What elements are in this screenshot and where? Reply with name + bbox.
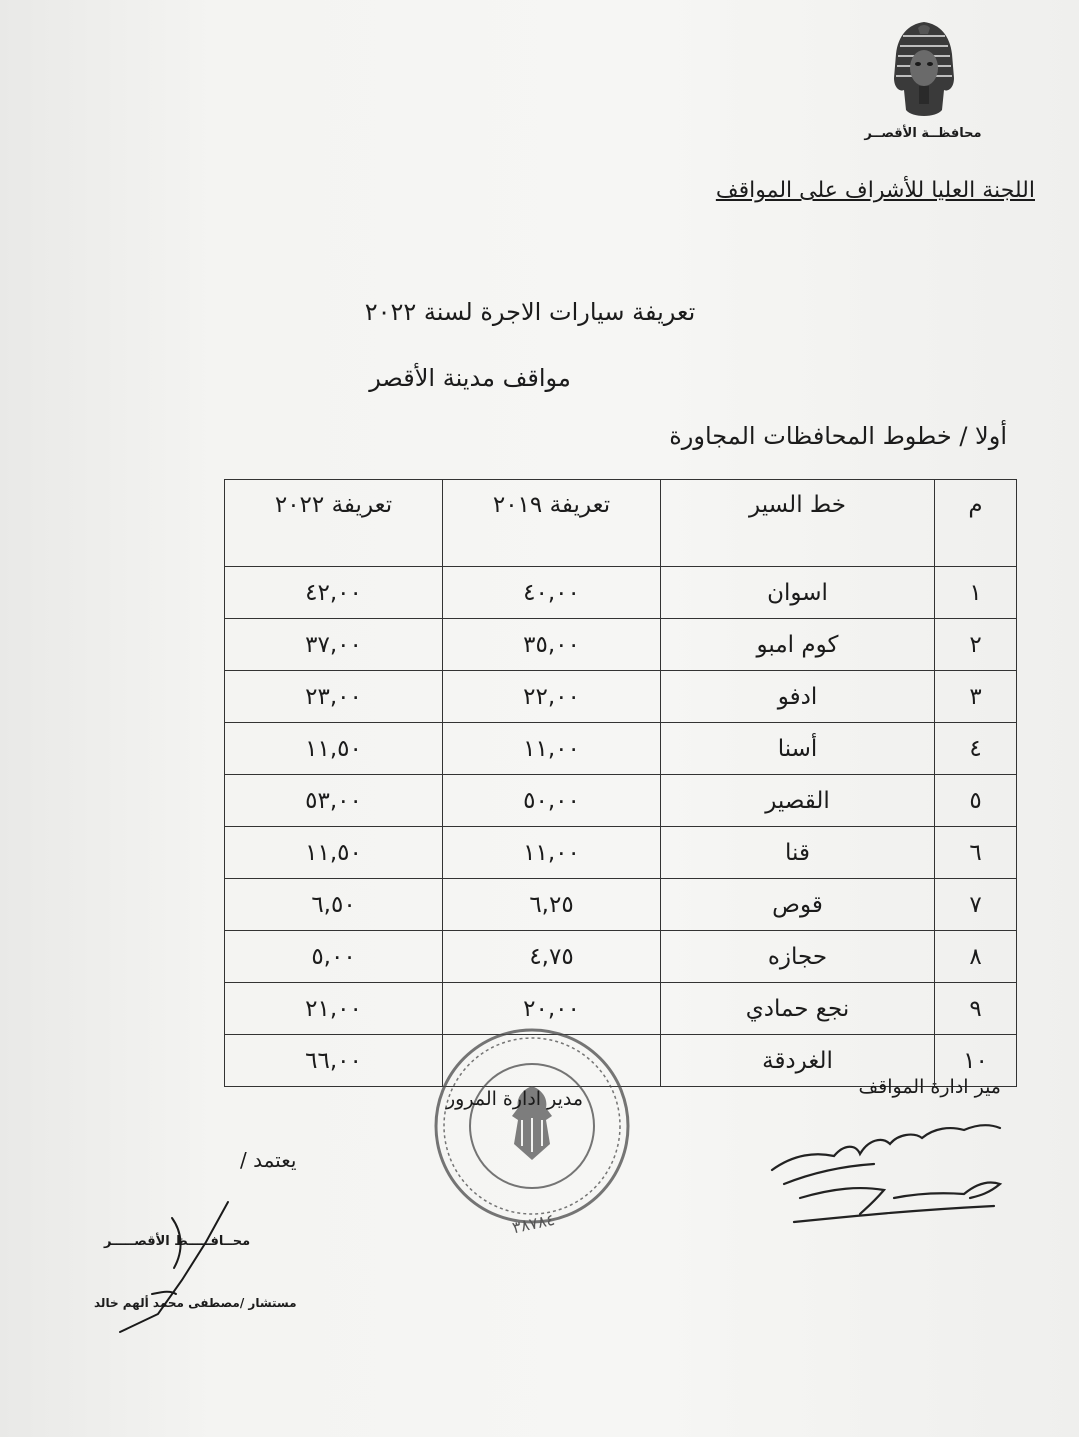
committee-title: اللجنة العليا للأشراف على المواقف bbox=[715, 178, 1035, 203]
governor-signature bbox=[112, 1198, 242, 1338]
official-stamp bbox=[426, 1020, 638, 1232]
document-subtitle: مواقف مدينة الأقصر bbox=[369, 364, 571, 392]
row-number: ٢ bbox=[935, 619, 1017, 671]
row-number: ٧ bbox=[935, 879, 1017, 931]
header-route: خط السير bbox=[661, 480, 935, 567]
route-name: اسوان bbox=[661, 567, 935, 619]
header-number: م bbox=[935, 480, 1017, 567]
fare-2022: ٣٧,٠٠ bbox=[225, 619, 443, 671]
header-fare-2022: تعريفة ٢٠٢٢ bbox=[225, 480, 443, 567]
traffic-manager-label: مدير ادارة المرور bbox=[446, 1088, 584, 1110]
fare-2019: ٣٥,٠٠ bbox=[443, 619, 661, 671]
fare-2019: ٦,٢٥ bbox=[443, 879, 661, 931]
table-row bbox=[225, 775, 1017, 827]
table-row bbox=[225, 619, 1017, 671]
fare-2022: ٥٣,٠٠ bbox=[225, 775, 443, 827]
row-number: ١ bbox=[935, 567, 1017, 619]
table-row bbox=[225, 879, 1017, 931]
fare-2019: ٤٠,٠٠ bbox=[443, 567, 661, 619]
route-name: قنا bbox=[661, 827, 935, 879]
row-number: ٣ bbox=[935, 671, 1017, 723]
parking-manager-label: مير ادارة المواقف bbox=[858, 1076, 1001, 1098]
table-row bbox=[225, 671, 1017, 723]
route-name: أسنا bbox=[661, 723, 935, 775]
route-name: القصير bbox=[661, 775, 935, 827]
fare-2022: ٦,٥٠ bbox=[225, 879, 443, 931]
header-fare-2019: تعريفة ٢٠١٩ bbox=[443, 480, 661, 567]
row-number: ٤ bbox=[935, 723, 1017, 775]
fare-table bbox=[224, 479, 1017, 1087]
row-number: ٨ bbox=[935, 931, 1017, 983]
pharaoh-emblem-logo bbox=[888, 18, 960, 122]
table-row bbox=[225, 567, 1017, 619]
governorate-name: محافظــة الأقصــر bbox=[864, 126, 982, 141]
row-number: ١٠ bbox=[935, 1035, 1017, 1087]
route-name: حجازه bbox=[661, 931, 935, 983]
route-name: قوص bbox=[661, 879, 935, 931]
route-name: كوم امبو bbox=[661, 619, 935, 671]
section-heading: أولا / خطوط المحافظات المجاورة bbox=[669, 422, 1007, 450]
governor-title: محــافـــــظ الأقصـــــر bbox=[104, 1234, 251, 1249]
approved-label: يعتمد / bbox=[240, 1148, 297, 1172]
fare-2019: ٥٠,٠٠ bbox=[443, 775, 661, 827]
fare-2019: ٢٢,٠٠ bbox=[443, 671, 661, 723]
fare-2019: ٤,٧٥ bbox=[443, 931, 661, 983]
table-header-row bbox=[225, 480, 1017, 567]
document-title: تعريفة سيارات الاجرة لسنة ٢٠٢٢ bbox=[364, 298, 696, 326]
fare-2022: ١١,٥٠ bbox=[225, 723, 443, 775]
route-name: ادفو bbox=[661, 671, 935, 723]
fare-2022: ٥,٠٠ bbox=[225, 931, 443, 983]
row-number: ٦ bbox=[935, 827, 1017, 879]
fare-2022: ٢٣,٠٠ bbox=[225, 671, 443, 723]
table-row bbox=[225, 931, 1017, 983]
table-row bbox=[225, 723, 1017, 775]
fare-2019: ٢٠,٠٠ bbox=[443, 983, 661, 1035]
row-number: ٩ bbox=[935, 983, 1017, 1035]
adviser-name: مستشار /مصطفى محمد ألهم خالد bbox=[94, 1296, 297, 1310]
fare-2022: ٢١,٠٠ bbox=[225, 983, 443, 1035]
route-name: نجع حمادي bbox=[661, 983, 935, 1035]
fare-2019: ١١,٠٠ bbox=[443, 827, 661, 879]
fare-2019: ١١,٠٠ bbox=[443, 723, 661, 775]
fare-2022: ١١,٥٠ bbox=[225, 827, 443, 879]
table-row bbox=[225, 827, 1017, 879]
stamp-serial-number: ٣٨٧٨٤ bbox=[510, 1209, 557, 1238]
route-name: الغردقة bbox=[661, 1035, 935, 1087]
row-number: ٥ bbox=[935, 775, 1017, 827]
fare-2022: ٤٢,٠٠ bbox=[225, 567, 443, 619]
manager-signature bbox=[764, 1114, 1014, 1234]
fare-2022: ٦٦,٠٠ bbox=[225, 1035, 443, 1087]
